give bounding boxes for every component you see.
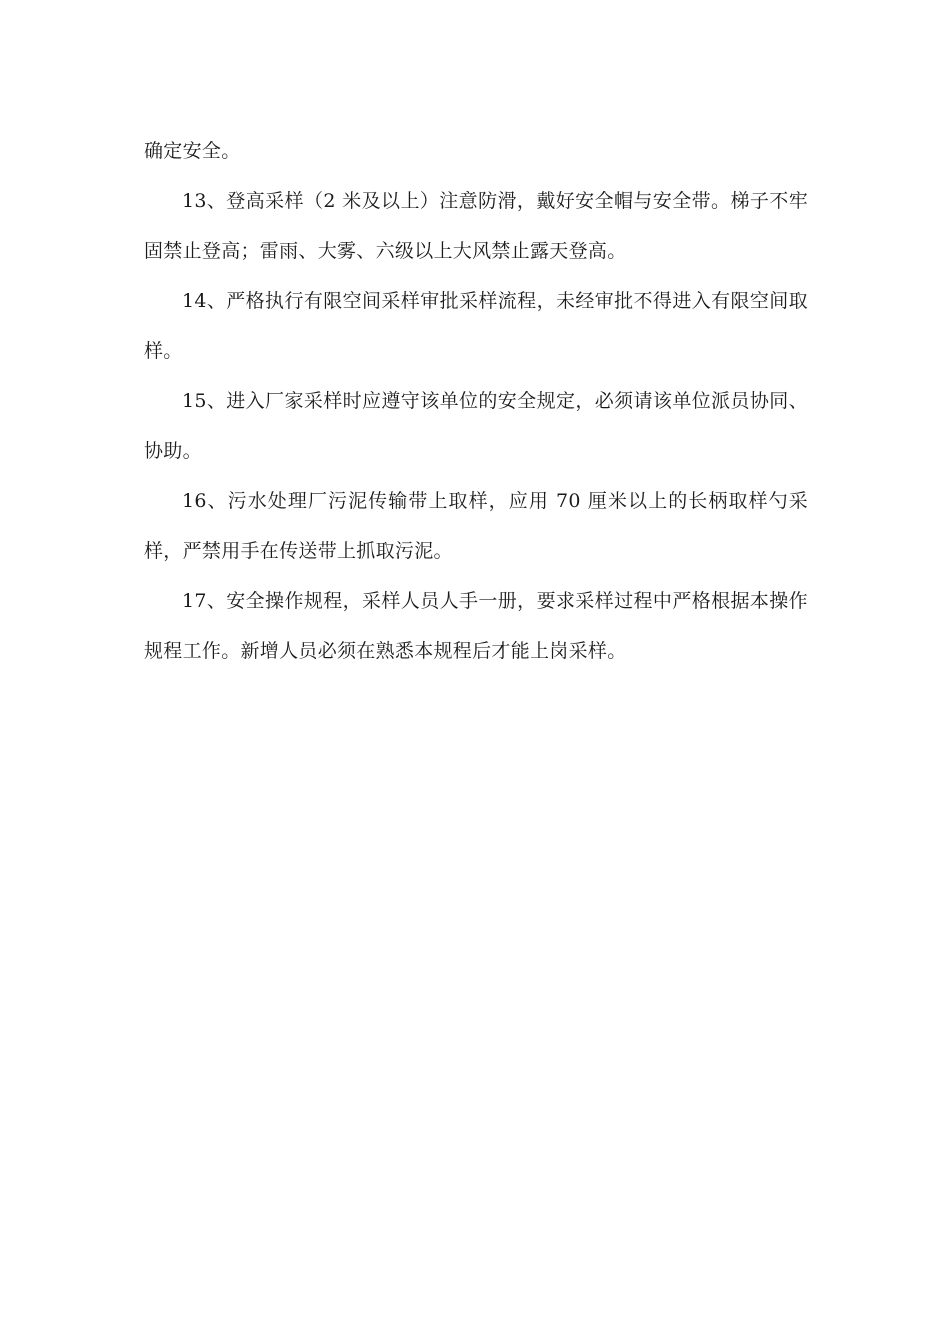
paragraph-item-15: 15、进入厂家采样时应遵守该单位的安全规定，必须请该单位派员协同、协助。 <box>144 390 808 462</box>
paragraph-item-16: 16、污水处理厂污泥传输带上取样，应用 70 厘米以上的长柄取样勺采样，严禁用手在传送带上抓取污泥。 <box>144 490 808 562</box>
paragraph-item-17: 17、安全操作规程，采样人员人手一册，要求采样过程中严格根据本操作规程工作。新增人员必须在熟悉本规程后才能上岗采样。 <box>144 590 808 662</box>
paragraph-item-14: 14、严格执行有限空间采样审批采样流程，未经审批不得进入有限空间取样。 <box>144 290 808 362</box>
paragraph-item-13: 13、登高采样（2 米及以上）注意防滑，戴好安全帽与安全带。梯子不牢固禁止登高；雷雨、大雾、六级以上大风禁止露天登高。 <box>144 190 808 262</box>
paragraph-continuation: 确定安全。 <box>144 140 241 162</box>
document-body <box>144 126 808 676</box>
